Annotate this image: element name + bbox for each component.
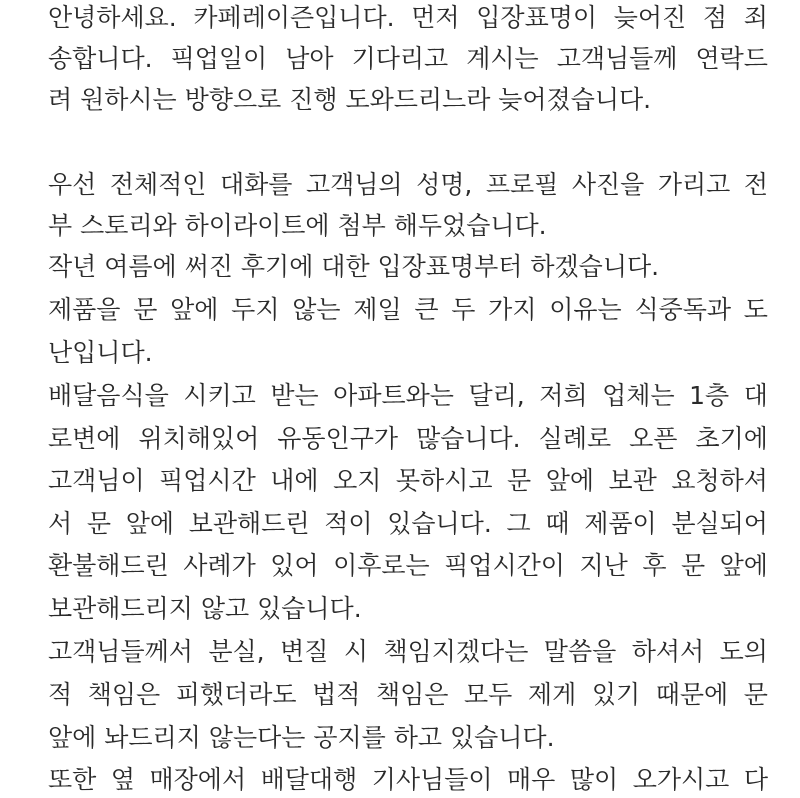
- text-line: 환불해드린 사례가 있어 이후로는 픽업시간이 지난 후 문 앞에: [48, 551, 768, 580]
- text-line: 고객님들께서 분실, 변질 시 책임지겠다는 말씀을 하셔서 도의: [48, 637, 768, 666]
- text-line: 난입니다.: [48, 338, 153, 367]
- text-line: 앞에 놔드리지 않는다는 공지를 하고 있습니다.: [48, 723, 555, 752]
- text-line: 보관해드리지 않고 있습니다.: [48, 594, 362, 623]
- text-line: 제품을 문 앞에 두지 않는 제일 큰 두 가지 이유는 식중독과 도: [48, 295, 768, 324]
- text-line: 적 책임은 피했더라도 법적 책임은 모두 제게 있기 때문에 문: [48, 680, 768, 709]
- text-line: 우선 전체적인 대화를 고객님의 성명, 프로필 사진을 가리고 전: [48, 170, 768, 199]
- text-line: 배달음식을 시키고 받는 아파트와는 달리, 저희 업체는 1층 대: [48, 381, 768, 410]
- text-line: 안녕하세요. 카페레이즌입니다. 먼저 입장표명이 늦어진 점 죄: [48, 3, 768, 32]
- text-line: 송합니다. 픽업일이 남아 기다리고 계시는 고객님들께 연락드: [48, 44, 768, 73]
- text-line: 서 문 앞에 보관해드린 적이 있습니다. 그 때 제품이 분실되어: [48, 509, 768, 538]
- text-line: 작년 여름에 써진 후기에 대한 입장표명부터 하겠습니다.: [48, 252, 660, 281]
- text-line: 고객님이 픽업시간 내에 오지 못하시고 문 앞에 보관 요청하셔: [48, 466, 768, 495]
- text-line: 려 원하시는 방향으로 진행 도와드리느라 늦어졌습니다.: [48, 85, 652, 114]
- text-line: 로변에 위치해있어 유동인구가 많습니다. 실례로 오픈 초기에: [48, 424, 768, 453]
- text-line: 부 스토리와 하이라이트에 첨부 해두었습니다.: [48, 211, 547, 240]
- text-line: 또한 옆 매장에서 배달대행 기사님들이 매우 많이 오가시고 다: [48, 765, 768, 794]
